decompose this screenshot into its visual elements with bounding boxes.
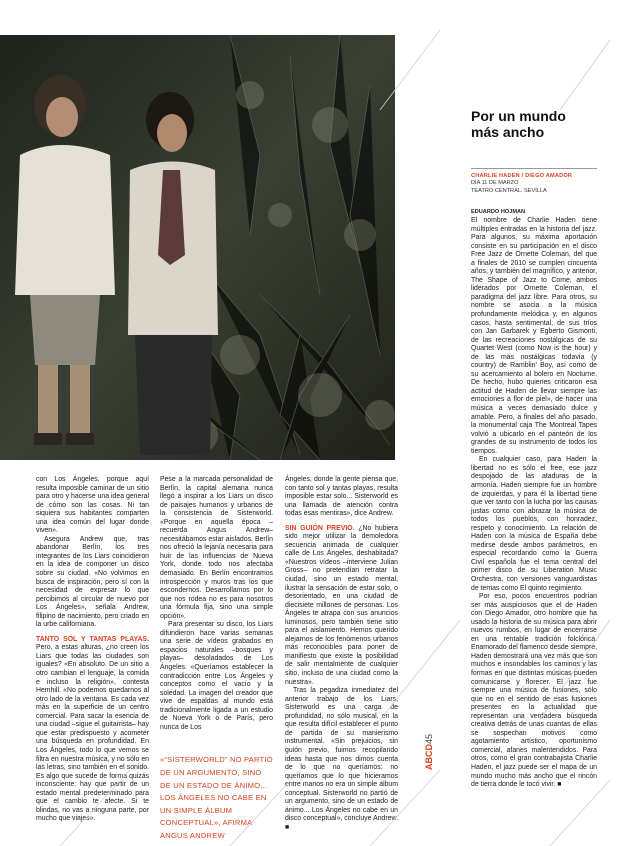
paragraph: Para presentar su disco, los Liars difundieron hace varias semanas una serie de vídeos grabados en espacios naturales –bosques y playas– desoladados de Los Ángeles. «Queríamos establecer la contradicción entre Los Ángeles y conceptos como el vacío y la soledad. La imagen del creador que vive de espaldas al mundo está tradicionalmente ligada a un estudio de Nueva York o de París, pero nunca de Los <box>160 621 273 731</box>
paragraph: con Los Ángeles, porque aquí resulta imposible caminar de un sitio para otro y hacerse una idea general de cómo son las cosas. Ni tan siquiera sus habitantes comparten una idea común del lugar donde viven». <box>36 476 149 535</box>
event-date: DÍA 11 DE MARZO <box>471 180 519 186</box>
sidebar-body <box>471 217 597 790</box>
pull-quote <box>160 754 273 842</box>
paragraph-with-lead <box>285 525 398 687</box>
article-column-3 <box>285 476 398 832</box>
section-lead: TANTO SOL Y TANTAS PLAYAS. <box>36 635 149 643</box>
paragraph-text: Tras la pegadiza inmediatez del anterior trabajo de los Liars, Sisterworld es una carga de profundidad, no sólo musical, en la que resulta difícil establecer el punto de partida de su manierismo instrumental. «Sin prejuicios, sin guión previo, fuimos recopilando ideas hasta que nos dimos cuenta de lo que no queríamos: no queríamos que lo que hicieramos entre manos no era un simple álbum conceptual. Sisterworld no partió de un argumento, sino de un estado de ánimo... Los Ángeles no cabe en un disco conceptual», concluye Andrew. <box>285 687 398 823</box>
sidebar-headline: Por un mundo más ancho <box>471 108 566 140</box>
pull-quote-author: ANGUS ANDREW <box>160 830 225 840</box>
band-photo-illustration <box>0 35 395 460</box>
article-column-1 <box>36 476 149 824</box>
end-mark: ■ <box>285 823 290 831</box>
page-number: 45 <box>424 733 434 744</box>
event-venue: TEATRO CENTRAL. SEVILLA <box>471 188 547 194</box>
paragraph: Pese a la marcada personalidad de Berlín, la capital alemana nunca llegó a inspirar a los Liars un disco de paisajes humanos y urbanos de la consistencia de Sisterworld. «Porque en aquella época –recuerda Angus Andrew– necesitábamos estar aislados. Berlín nos ofreció la lejanía necesaria para huir de las influencias de Nueva York, donde todo nos afectaba demasiado. En Berlín encontramos introspección y muros tras los que escondernos. Desarrollamos por lo que nos rodea no es para nosotros una fórmula fija, sino una simple opción». <box>160 476 273 620</box>
byline: EDUARDO HOJMAN <box>471 209 526 215</box>
folio-brand: ABCD <box>424 744 434 770</box>
paragraph: Asegura Andrew que, tras abandonar Berlín, los tres integrantes de los Liars coincidieron en la idea de componer un disco sobre su ciudad. «No volvimos en busca de inspiración, pero sí con la necesidad de expresar lo que percibimos al circular de nuevo por Los Ángeles», señala Andrew, filipino de nacimiento, pero criado en la urbe californiana. <box>36 535 149 629</box>
event-title: CHARLIE HADEN / DIEGO AMADOR <box>471 173 573 179</box>
divider <box>471 168 597 169</box>
paragraph: El nombre de Charlie Haden tiene múltiples entradas en la historia del jazz. Para algunos, su máxima aportación consiste en su participación en el disco Free Jazz de Ornette Coleman, del que a finales de 2010 se cumplen cincuenta años, y también del magnífico, y anterior, The Shape of Jazz to Come, ambos liderados por Ornette Coleman, el paradigma del jazz libre. Para otros, su nombre se asocia a la música profundamente melódica y, en algunos casos, hasta sentimental, de sus tríos con Jan Garbarek y Egberto Gismonti, de las recreaciones nostálgicas de su Quartet West (como Now is the hour) y de las más nostálgicas todavía (y country) de Ramblin' Boy, así como de su acercamiento al bolero en Nocturne. De hecho, hubo quienes criticaron esa actitud de Haden de llevar siempre las emociones a flor de piel», de hacer una música a veces demasiado dulce y amable. Pero, a finales del año pasado, la monumental caja The Montreal Tapes volvió a ubicarlo en el panteón de los grandes de su instrumento de todos los tiempos. <box>471 217 597 455</box>
paragraph-text: Pero, a estas alturas, ¿no creen los Liars que todas las ciudades son iguales? «En absoluto. De un sitio a otro cambian el lenguaje, la comida e incluso la religión», contesta Hemhill. «No podemos quedarnos al otro lado de la ventana. Es cada vez más en la superficie de un centro comercial. Para sacar la esencia de una ciudad –sigue el guitarrista– hay que estar predispuesto y acometer una búsqueda en profundidad. En Los Ángeles, todo lo que vemos se filtra en nuestra música, y no sólo en las letras, sino también en el sonido. Es algo que sucede de forma quizás inconsciente: hay que partir de un estado mental predeterminado para que el cambio te afecte. Si te blindas, no vas a ninguna parte, por mucho que viajes». <box>36 644 149 823</box>
page-folio <box>424 734 434 770</box>
paragraph <box>471 593 597 790</box>
paragraph-text: Por eso, pocos encuentros podrían ser más auspiciosos que el de Haden con Diego Amador, otro hombre que ha usado la historia de su música para abrir nuevos rumbos, en lugar de encerrarse en una rentable tradición folclórica. Enamorado del flamenco desde siempre, Haden demostrará una vez más que son muchos e insondables los caminos y las formas en que distintas músicas pueden comunicarse y florecer. El jazz fue siempre una música de fusiones, sólo que no en el sentido de esas fusiones presentes en la actualidad que representan una verdadera búsqueda creativa detrás de unas cuantas de ellas se sospechan motivos como agotamiento artístico, oportunismo comercial, afanes malentendidos. Para otros, como el gran contrabajista Charlie Haden, el jazz puede ser el mapa de un mundo mucho más ancho que el rincón de tierra donde le tocó vivir. <box>471 593 597 789</box>
paragraph: En cualquier caso, para Haden la libertad no es sólo el free, ese jazz despojado de las ataduras de la armonía. Haden siempre fue un hombre de izquierdas, y para él la libertad tiene que ver tanto con la lucha por las causas justas como con abrazar la música de todos los pueblos, con honradez, respeto y conocimiento. La relación de Haden con la música de España debe medirse desde ambos parámetros, en especial recordando como la Guerra Civil española fue el tema central del primer disco de su Liberation Music Orchestra, con versiones vanguardistas de temas como El quinto regimiento. <box>471 456 597 592</box>
paragraph-with-lead <box>36 636 149 824</box>
end-mark: ■ <box>557 781 562 789</box>
paragraph-text: ¿No hubiera sido mejor utilizar la demoledora secuencia animada de cualquier calle de Los Ángeles, deshabitada? «Nuestros vídeos –interviene Julian Gross– no pretendían retratar la ciudad, sino un estado mental, ilustrar la sensación de estar solo, o desorientado, en una ciudad de diecisiete millones de personas. Los Ángeles te atrapa con sus anuncios luminosos, pero también tiene sitio para el aislamiento. Hemos querido alejarnos de los fenómenos urbanos más reconocibles para poner de manifiesto que existe la posibilidad de salir mentalmente de cualquier sitio, incluso de una ciudad como la nuestra». <box>285 524 398 686</box>
sidebar-article <box>471 108 597 790</box>
paragraph <box>285 687 398 832</box>
feature-photo <box>0 35 395 460</box>
pull-quote-text: «“SISTERWORLD” NO PARTIÓ DE UN ARGUMENTO, SINO DE UN ESTADO DE ÁNIMO... LOS ÁNGELES NO CABE EN UN SIMPLE ÁLBUM CONCEPTUAL», AFIRMA <box>160 755 273 828</box>
section-lead: SIN GUIÓN PREVIO. <box>285 524 355 532</box>
paragraph: Ángeles, donde la gente piensa que, con tanto sol y tantas playas, resulta imposible estar solo... Sisterworld es una llamada de atención contra todas esas mentiras», dice Andrew. <box>285 476 398 518</box>
article-column-2 <box>160 476 273 843</box>
